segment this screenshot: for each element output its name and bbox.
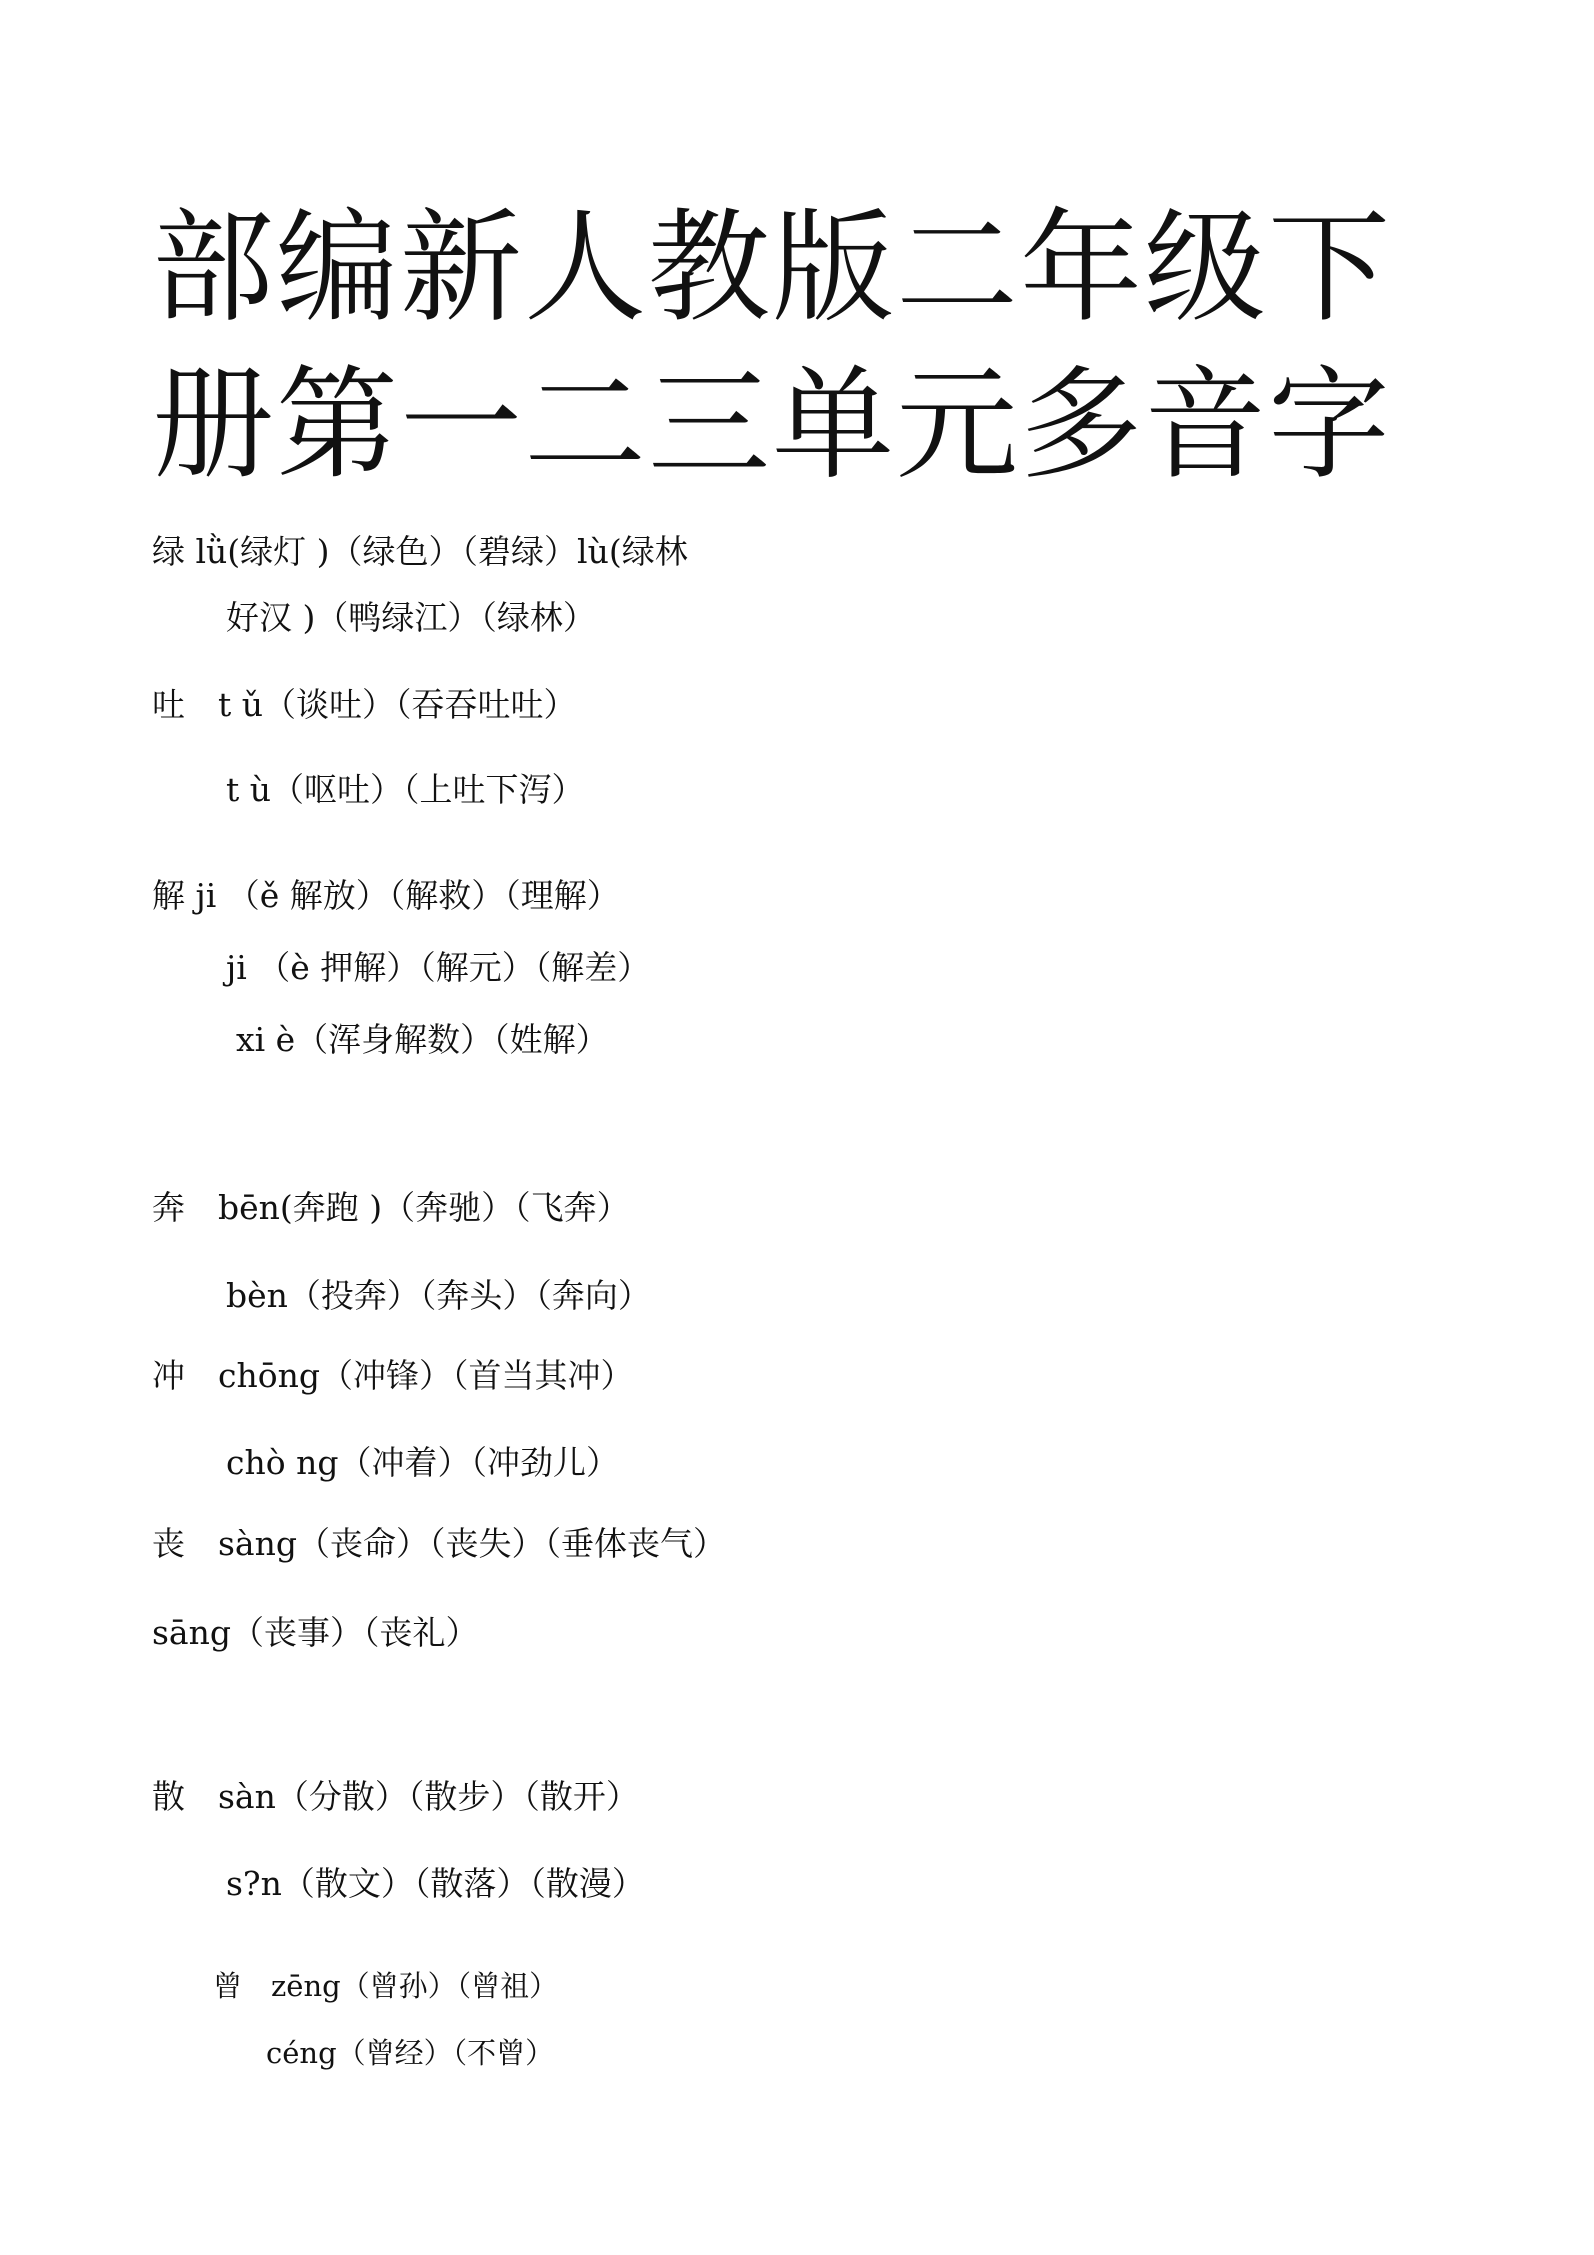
entry-jie-line-3: xi è（浑身解数）（姓解）: [236, 1020, 609, 1059]
page-title-line-1: 部编新人教版二年级下: [152, 197, 1392, 339]
entry-lv-line-2: 好汉 )（鸭绿江）（绿林）: [226, 598, 596, 637]
entry-jie-line-1: 解 ji （ě 解放）（解救）（理解）: [152, 876, 620, 915]
entry-ben-line-2: bèn（投奔）（奔头）（奔向）: [226, 1276, 651, 1315]
entry-zeng-line-1: 曾 zēng（曾孙）（曾祖）: [213, 1969, 559, 2003]
entry-tu-line-2: t ù（呕吐）（上吐下泻）: [226, 770, 585, 809]
entry-tu-line-1: 吐 t ǔ（谈吐）（吞吞吐吐）: [152, 685, 577, 724]
entry-zeng-line-2: céng（曾经）（不曾）: [266, 2036, 555, 2070]
entry-san-line-1: 散 sàn（分散）（散步）（散开）: [152, 1777, 639, 1816]
entry-chong-line-2: chò ng（冲着）（冲劲儿）: [226, 1443, 619, 1482]
entry-ben-line-1: 奔 bēn(奔跑 )（奔驰）（飞奔）: [152, 1188, 630, 1227]
entry-lv-line-1: 绿 lǜ(绿灯 )（绿色）（碧绿）lù(绿林: [152, 532, 688, 571]
entry-sang-line-2: sāng（丧事）（丧礼）: [152, 1613, 479, 1652]
entry-sang-line-1: 丧 sàng（丧命）（丧失）（垂体丧气）: [152, 1524, 726, 1563]
entry-jie-line-2: ji （è 押解）（解元）（解差）: [226, 948, 651, 987]
entry-san-line-2: s?n（散文）（散落）（散漫）: [226, 1864, 645, 1903]
entry-chong-line-1: 冲 chōng（冲锋）（首当其冲）: [152, 1356, 634, 1395]
page-title-line-2: 册第一二三单元多音字: [152, 354, 1392, 496]
